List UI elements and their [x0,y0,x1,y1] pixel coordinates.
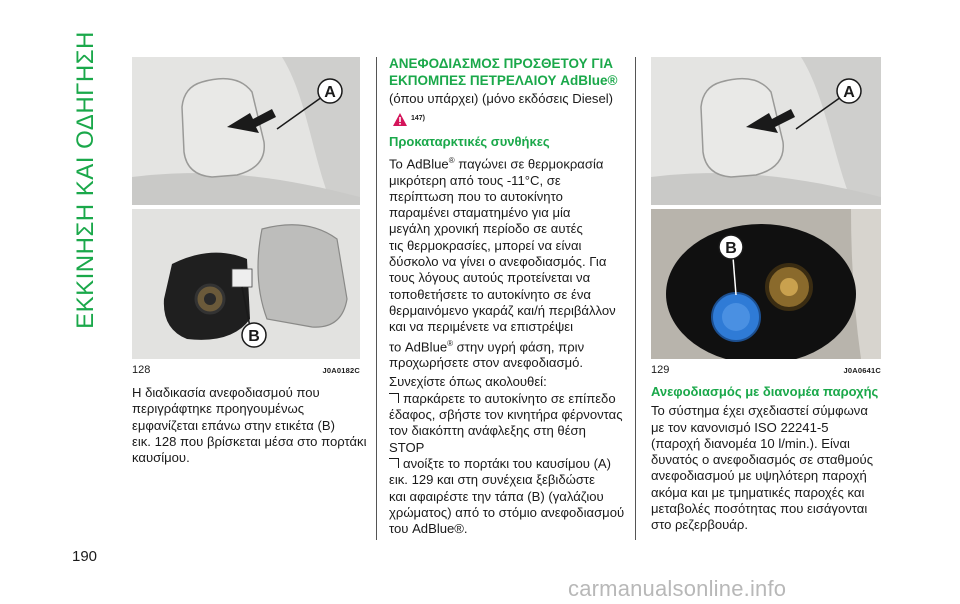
fig128-photo-top [132,57,360,205]
preconditions-subheading: Προκαταρκτικές συνθήκες [389,133,550,149]
fig128-photo-bottom [132,209,360,359]
column-divider-2 [635,57,636,540]
warning-triangle-icon [393,113,407,126]
fig129-label-a: A [843,84,855,101]
preconditions-paragraph: Το AdBlue® παγώνει σε θερμοκρασία μικρότερη από τους -11°C, σε περίπτωση που το αυτοκίνητο παραμένει σταματημένο για μία μεγάλη χρονική περίοδο σε αυτές τις θερμοκρασίες, μπορεί να είναι δύσκολο να γίνει ο ανεφοδιασμός. Για τους λόγους αυτούς προτείνεται να τοποθετήσετε το αυτοκίνητο σε ένα θερμαινόμενο γκαράζ και/ή περιβάλλον και να περιμένετε να επιστρέψει το AdBlue® στην υγρή φάση, πριν προχωρήσετε στον ανεφοδιασμό. [389,155,616,371]
fig128-label-a: A [324,84,336,101]
bullet-item-2: ανοίξτε το πορτάκι του καυσίμου (A) εικ. 129 και στη συνέχεια ξεβιδώστε και αφαιρέστε την τάπα (B) (γαλάζιου χρώματος) από το στόμιο ανεφοδιασμού του AdBlue®. [389,455,625,537]
column-divider-1 [376,57,377,540]
continue-text: Συνεχίστε όπως ακολουθεί: [389,374,547,390]
fig128-label-b: B [248,328,260,345]
col1-text: Η διαδικασία ανεφοδιασμού που περιγράφτηκε προηγουμένως εμφανίζεται επάνω στην ετικέτα (B) εικ. 128 που βρίσκεται μέσα στο πορτάκι καυσίμου. [132,385,367,466]
page-number: 190 [72,548,98,565]
bullet-item-1: παρκάρετε το αυτοκίνητο σε επίπεδο έδαφος, σβήστε τον κινητήρα φέρνοντας τον διακόπτη ανάφλεξης στη θέση STOP [389,390,623,455]
col2-text [389,55,629,537]
version-note: (όπου υπάρχει) (μόνο εκδόσεις Diesel) [389,91,613,106]
fig129-label-b: B [725,240,737,257]
dispenser-subheading: Ανεφοδιασμός με διανομέα παροχής [651,384,879,399]
side-title: ΕΚΚΙΝΗΣΗ ΚΑΙ ΟΔΗΓΗΣΗ [72,31,99,329]
adblue-heading: ΑΝΕΦΟΔΙΑΣΜΟΣ ΠΡΟΣΘΕΤΟΥ ΓΙΑ ΕΚΠΟΜΠΕΣ ΠΕΤΡΕΛΑΙΟΥ AdBlue® [389,56,618,88]
fig129-caption: 129 J0A0641C [651,364,881,376]
fig128-caption: 128 J0A0182C [132,364,360,376]
col3-text: Ανεφοδιασμός με διανομέα παροχής Το σύστημα έχει σχεδιαστεί σύμφωνα με τον κανονισμό ISO 22241-5 (παροχή διανομέα 10 l/min.). Είναι δυνατός ο ανεφοδιασμός σε σταθμούς ανεφοδιασμού με υψηλότερη παροχή ακόμα και με τμηματικές παροχές και μεταβολές ποσότητας που εισάγονται στο ρεζερβουάρ. [651,384,891,534]
warning-reference: 147) [393,111,629,127]
bullet-arrow-icon [389,393,399,403]
watermark: carmanualsonline.info [568,576,787,601]
fig129-photo-top [651,57,881,205]
fig129-photo-bottom [651,209,881,359]
bullet-arrow-icon [389,458,399,468]
